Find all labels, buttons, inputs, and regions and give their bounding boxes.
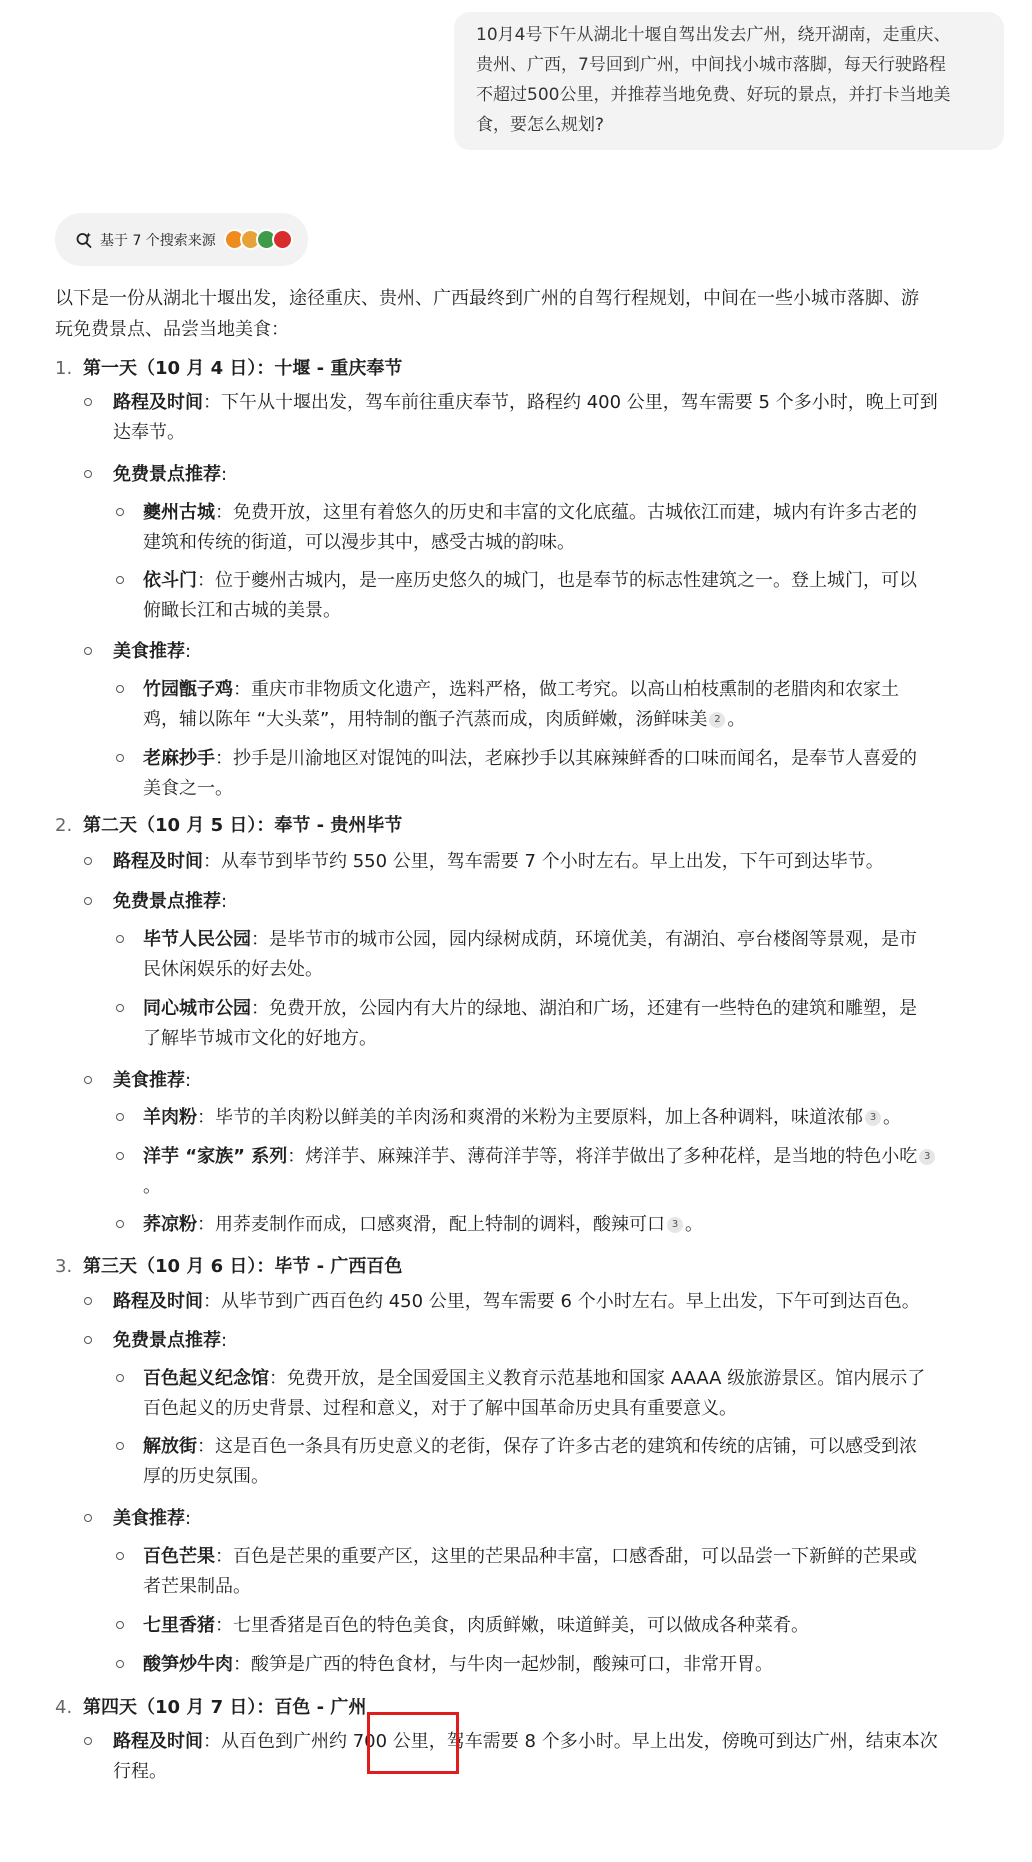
scenic-name: 同心城市公园 — [143, 998, 251, 1019]
user-message-line: 不超过500公里，并推荐当地免费、好玩的景点，并打卡当地美 — [476, 85, 951, 105]
search-sparkle-icon — [75, 231, 93, 249]
food-item — [143, 1142, 1003, 1202]
day-title: 第四天（10 月 7 日）：百色 - 广州 — [83, 1697, 367, 1718]
user-message-bubble — [454, 12, 1004, 150]
bullet-icon — [84, 1297, 92, 1305]
food-heading: 美食推荐: — [113, 1070, 192, 1091]
scenic-desc: ：这是百色一条具有历史意义的老街，保存了许多古老的建筑和传统的店铺，可以感受到浓 — [197, 1436, 917, 1457]
bullet-icon — [116, 1442, 124, 1450]
route-item — [113, 1727, 1003, 1787]
route-item — [113, 388, 1003, 448]
bullet-icon — [84, 1076, 92, 1084]
scenic-label: 免费景点推荐 — [113, 464, 221, 485]
food-desc: 鸡，辅以陈年 “大头菜”，用特制的甑子汽蒸而成，肉质鲜嫩，汤鲜味美 — [143, 709, 708, 730]
route-text: ：下午从十堰出发，驾车前往重庆奉节，路程约 400 公里，驾车需要 5 个多小时，晚上可到 — [203, 392, 938, 413]
scenic-name: 毕节人民公园 — [143, 929, 251, 950]
food-desc: ：重庆市非物质文化遗产，选料严格，做工考究。以高山柏枝熏制的老腊肉和农家土 — [233, 679, 899, 700]
food-desc: ：抄手是川渝地区对馄饨的叫法，老麻抄手以其麻辣鲜香的口味而闻名，是奉节人喜爱的 — [215, 748, 917, 769]
food-label: 美食推荐 — [113, 641, 185, 662]
scenic-item — [143, 925, 1003, 985]
route-text: ：从百色到广州约 700 公里，驾车需要 8 个多小时。早上出发，傍晚可到达广州，结束本次 — [203, 1731, 938, 1752]
route-text: ：从奉节到毕节约 550 公里，驾车需要 7 个小时左右。早上出发，下午可到达毕节。 — [203, 851, 884, 872]
list-number: 4. — [55, 1697, 73, 1718]
scenic-item — [143, 1432, 1003, 1492]
food-desc: ：烤洋芋、麻辣洋芋、薄荷洋芋等，将洋芋做出了多种花样，是当地的特色小吃 — [287, 1146, 918, 1167]
list-number: 3. — [55, 1256, 73, 1277]
list-number: 1. — [55, 358, 73, 379]
bullet-icon — [116, 935, 124, 943]
route-label: 路程及时间 — [113, 851, 203, 872]
user-message-line: 贵州、广西，7号回到广州，中间找小城市落脚，每天行驶路程 — [476, 55, 946, 75]
scenic-name: 夔州古城 — [143, 502, 215, 523]
citation-badge[interactable]: 3 — [667, 1217, 683, 1233]
food-desc-tail: 。 — [143, 1176, 161, 1197]
intro-line: 以下是一份从湖北十堰出发，途径重庆、贵州、广西最终到广州的自驾行程规划，中间在一些小城市落脚、游 — [55, 288, 919, 309]
route-text: 行程。 — [113, 1761, 167, 1782]
day-heading — [55, 1694, 366, 1722]
intro-line: 玩免费景点、品尝当地美食： — [55, 319, 289, 340]
bullet-icon — [116, 1621, 124, 1629]
scenic-heading: 免费景点推荐: — [113, 891, 228, 912]
intro-paragraph — [55, 283, 1005, 345]
food-desc-tail: 。 — [685, 1214, 703, 1235]
scenic-heading: 免费景点推荐: — [113, 464, 228, 485]
bullet-icon — [84, 1514, 92, 1522]
route-item — [113, 1287, 1003, 1317]
food-name: 竹园甑子鸡 — [143, 679, 233, 700]
food-desc: ：七里香猪是百色的特色美食，肉质鲜嫩，味道鲜美，可以做成各种菜肴。 — [215, 1615, 809, 1636]
scenic-item — [143, 498, 1003, 558]
scenic-desc: ：免费开放，公园内有大片的绿地、湖泊和广场，还建有一些特色的建筑和雕塑，是 — [251, 998, 917, 1019]
scenic-desc: ：是毕节市的城市公园，园内绿树成荫，环境优美，有湖泊、亭台楼阁等景观，是市 — [251, 929, 917, 950]
bullet-icon — [84, 1737, 92, 1745]
bullet-icon — [116, 1552, 124, 1560]
day-heading — [55, 355, 402, 383]
food-item — [143, 1650, 1003, 1680]
food-name: 七里香猪 — [143, 1615, 215, 1636]
bullet-icon — [84, 647, 92, 655]
food-name: 酸笋炒牛肉 — [143, 1654, 233, 1675]
bullet-icon — [116, 1374, 124, 1382]
citation-badge[interactable]: 3 — [865, 1110, 881, 1126]
bullet-icon — [84, 857, 92, 865]
bullet-icon — [116, 1004, 124, 1012]
bullet-icon — [116, 1660, 124, 1668]
scenic-desc: ：位于夔州古城内，是一座历史悠久的城门，也是奉节的标志性建筑之一。登上城门，可以 — [197, 570, 917, 591]
route-text: ：从毕节到广西百色约 450 公里，驾车需要 6 个小时左右。早上出发，下午可到达百色。 — [203, 1291, 920, 1312]
scenic-desc: ：免费开放，这里有着悠久的历史和丰富的文化底蕴。古城依江而建，城内有许多古老的 — [215, 502, 917, 523]
scenic-label: 免费景点推荐 — [113, 1330, 221, 1351]
scenic-desc: ：免费开放，是全国爱国主义教育示范基地和国家 AAAA 级旅游景区。馆内展示了 — [269, 1368, 926, 1389]
scenic-desc: 厚的历史氛围。 — [143, 1466, 269, 1487]
scenic-item — [143, 566, 1003, 626]
bullet-icon — [116, 1220, 124, 1228]
scenic-desc: 了解毕节城市文化的好地方。 — [143, 1028, 377, 1049]
search-sources-button[interactable] — [55, 213, 308, 266]
food-heading: 美食推荐: — [113, 641, 192, 662]
food-name: 老麻抄手 — [143, 748, 215, 769]
route-label: 路程及时间 — [113, 1291, 203, 1312]
day-title: 第一天（10 月 4 日）：十堰 - 重庆奉节 — [83, 358, 403, 379]
food-desc-tail: 。 — [883, 1107, 901, 1128]
source-favicon — [272, 229, 293, 250]
food-desc: ：酸笋是广西的特色食材，与牛肉一起炒制，酸辣可口，非常开胃。 — [233, 1654, 773, 1675]
food-item — [143, 1611, 1003, 1641]
food-item — [143, 675, 1003, 735]
route-text: 达奉节。 — [113, 422, 185, 443]
bullet-icon — [116, 508, 124, 516]
bullet-icon — [116, 1113, 124, 1121]
food-desc: ：毕节的羊肉粉以鲜美的羊肉汤和爽滑的米粉为主要原料，加上各种调料，味道浓郁 — [197, 1107, 863, 1128]
bullet-icon — [84, 897, 92, 905]
search-sources-label: 基于 7 个搜索来源 — [100, 232, 216, 249]
food-item — [143, 1103, 1003, 1133]
scenic-desc: 建筑和传统的街道，可以漫步其中，感受古城的韵味。 — [143, 532, 575, 553]
food-name: 百色芒果 — [143, 1546, 215, 1567]
food-item — [143, 1210, 1003, 1240]
route-item — [113, 847, 1003, 877]
food-name: 荞凉粉 — [143, 1214, 197, 1235]
day-heading — [55, 812, 402, 840]
scenic-item — [143, 994, 1003, 1054]
scenic-desc: 俯瞰长江和古城的美景。 — [143, 600, 341, 621]
bullet-icon — [116, 1152, 124, 1160]
source-favicons — [224, 229, 293, 250]
route-label: 路程及时间 — [113, 392, 203, 413]
bullet-icon — [116, 576, 124, 584]
scenic-desc: 民休闲娱乐的好去处。 — [143, 959, 323, 980]
route-label: 路程及时间 — [113, 1731, 203, 1752]
day-title: 第三天（10 月 6 日）：毕节 - 广西百色 — [83, 1256, 403, 1277]
bullet-icon — [84, 398, 92, 406]
food-item — [143, 1542, 1003, 1602]
day-heading — [55, 1253, 402, 1281]
food-name: 羊肉粉 — [143, 1107, 197, 1128]
food-heading: 美食推荐: — [113, 1508, 192, 1529]
food-name: 洋芋 “家族” 系列 — [143, 1146, 288, 1167]
food-desc: 者芒果制品。 — [143, 1576, 251, 1597]
food-desc: ：百色是芒果的重要产区，这里的芒果品种丰富，口感香甜，可以品尝一下新鲜的芒果或 — [215, 1546, 917, 1567]
food-label: 美食推荐 — [113, 1508, 185, 1529]
user-message-line: 10月4号下午从湖北十堰自驾出发去广州，绕开湖南，走重庆、 — [476, 25, 951, 45]
food-desc-tail: 。 — [727, 709, 746, 730]
citation-badge[interactable]: 3 — [919, 1149, 935, 1165]
food-desc: ：用荞麦制作而成，口感爽滑，配上特制的调料，酸辣可口 — [197, 1214, 665, 1235]
scenic-label: 免费景点推荐 — [113, 891, 221, 912]
scenic-desc: 百色起义的历史背景、过程和意义，对于了解中国革命历史具有重要意义。 — [143, 1398, 737, 1419]
bullet-icon — [116, 754, 124, 762]
food-desc: 美食之一。 — [143, 778, 233, 799]
food-item — [143, 744, 1003, 804]
bullet-icon — [84, 470, 92, 478]
user-message-line: 食，要怎么规划? — [476, 115, 605, 135]
day-title: 第二天（10 月 5 日）：奉节 - 贵州毕节 — [83, 815, 403, 836]
scenic-item — [143, 1364, 1003, 1424]
food-label: 美食推荐 — [113, 1070, 185, 1091]
scenic-name: 解放街 — [143, 1436, 197, 1457]
scenic-name: 百色起义纪念馆 — [143, 1368, 269, 1389]
scenic-name: 依斗门 — [143, 570, 197, 591]
bullet-icon — [84, 1336, 92, 1344]
scenic-heading: 免费景点推荐: — [113, 1330, 228, 1351]
annotation-highlight-box — [367, 1712, 459, 1774]
citation-badge[interactable]: 2 — [709, 712, 725, 728]
bullet-icon — [116, 685, 124, 693]
list-number: 2. — [55, 815, 73, 836]
